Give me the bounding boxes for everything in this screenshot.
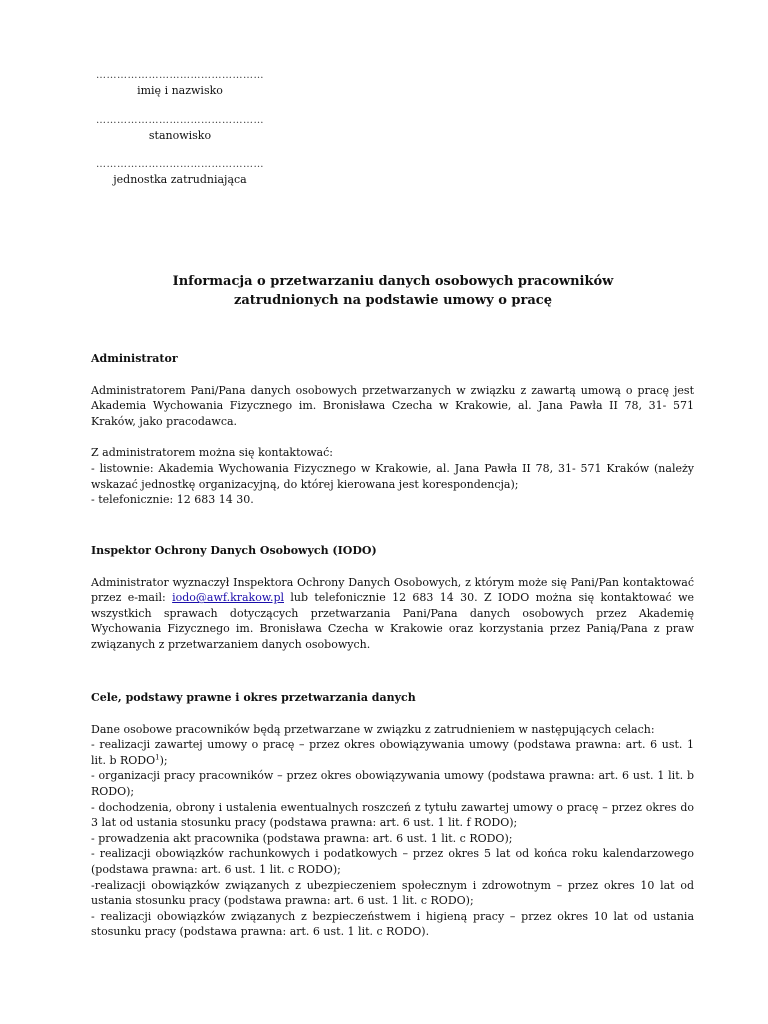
signature-field-name [90, 70, 270, 98]
purposes-section [91, 690, 694, 940]
dotted-line: ………………………………………… [96, 159, 264, 170]
title-line-1: Informacja o przetwarzaniu danych osobowych pracowników [172, 274, 614, 289]
purpose-item: - organizacji pracy pracowników – przez okres obowiązywania umowy (podstawa prawna: art. 6 ust. 1 lit. b RODO); [91, 769, 694, 798]
contact-intro: Z administratorem można się kontaktować: [91, 446, 333, 460]
purpose-item: - prowadzenia akt pracownika (podstawa prawna: art. 6 ust. 1 lit. c RODO); [91, 831, 513, 845]
purpose-item: - realizacji obowiązków związanych z bezpieczeństwem i higieną pracy – przez okres 10 lat od ustania stosunku pracy (podstawa prawna: art. 6 ust. 1 lit. c RODO). [91, 909, 694, 939]
signature-field-position [90, 115, 270, 143]
contact-phone: - telefonicznie: 12 683 14 30. [91, 493, 254, 507]
field-label: imię i nazwisko [137, 84, 223, 97]
iodo-paragraph [91, 575, 694, 653]
purpose-item: -realizacji obowiązków związanych z ubezpieczeniem społecznym i zdrowotnym – przez okres 10 lat od ustania stosunku pracy (podstawa prawna: art. 6 ust. 1 lit. c RODO); [91, 878, 694, 908]
purposes-intro: Dane osobowe pracowników będą przetwarzane w związku z zatrudnieniem w następujących celach: [91, 722, 655, 736]
purpose-item-text: - realizacji zawartej umowy o pracę – przez okres obowiązywania umowy (podstawa prawna: art. 6 ust. 1 lit. b RODO [91, 738, 694, 767]
administrator-section [91, 351, 694, 508]
iodo-text-after: lub telefonicznie 12 683 14 30. Z IODO można się kontaktować we wszystkich sprawach dotyczących przetwarzania Pani/Pana danych osobowych przez Akademię Wychowania Fizycznego im. Bronisława Czecha w Krakowie oraz korzystania przez Panią/Pana z praw związanych z przetwarzaniem danych osobowych. [91, 591, 694, 651]
title-line-2: zatrudnionych na podstawie umowy o pracę [234, 293, 552, 308]
iodo-section [91, 543, 694, 653]
section-heading: Cele, podstawy prawne i okres przetwarzania danych [91, 691, 416, 704]
administrator-paragraph: Administratorem Pani/Pana danych osobowych przetwarzanych w związku z zawartą umową o pracę jest Akademia Wychowania Fizycznego im. Bronisława Czecha w Krakowie, al. Jana Pawła II 78, 31- 571 Kraków, jako pracodawca. [91, 383, 694, 428]
purpose-item: - realizacji obowiązków rachunkowych i podatkowych – przez okres 5 lat od końca roku kalendarzowego (podstawa prawna: art. 6 ust. 1 lit. c RODO); [91, 847, 694, 876]
purpose-item-end: ); [159, 753, 168, 767]
purpose-item [91, 737, 694, 768]
purpose-item: - dochodzenia, obrony i ustalenia ewentualnych roszczeń z tytułu zawartej umowy o pracę – przez okres do 3 lat od ustania stosunku pracy (podstawa prawna: art. 6 ust. 1 lit. f RODO); [91, 800, 694, 830]
section-heading: Administrator [91, 352, 178, 365]
iodo-text-before: Administrator wyznaczył Inspektora Ochrony Danych Osobowych, z którym może się Pani/Pan kontaktować przez e-mail: [91, 575, 694, 605]
iodo-email-link[interactable]: iodo@awf.krakow.pl [172, 591, 284, 605]
dotted-line: ………………………………………… [96, 70, 264, 81]
contact-mail: - listownie: Akademia Wychowania Fizycznego w Krakowie, al. Jana Pawła II 78, 31- 571 Kraków (należy wskazać jednostkę organizacyjną, do której kierowana jest korespondencja); [91, 461, 694, 491]
section-heading: Inspektor Ochrony Danych Osobowych (IODO) [91, 544, 377, 557]
footnote-marker: 1 [155, 753, 160, 762]
signature-field-unit [90, 159, 270, 187]
field-label: jednostka zatrudniająca [113, 173, 247, 186]
dotted-line: ………………………………………… [96, 115, 264, 126]
field-label: stanowisko [148, 129, 212, 142]
document-title [92, 272, 694, 310]
